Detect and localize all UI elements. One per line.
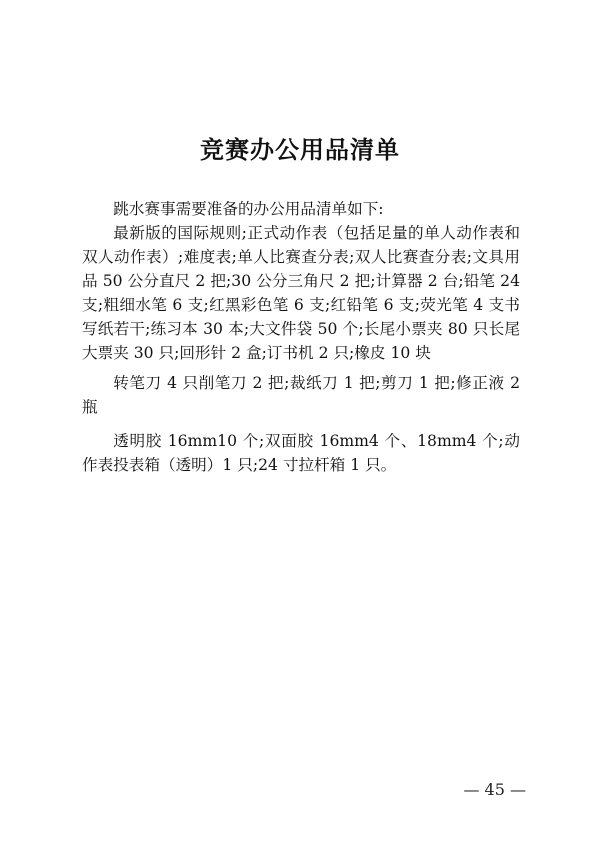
- page-title: 竞赛办公用品清单: [200, 135, 400, 164]
- page-number: — 45 —: [463, 780, 526, 799]
- paragraph-tape-and-boxes: 透明胶 16mm10 个;双面胶 16mm4 个、18mm4 个;动作表投表箱（透明）1 只;24 寸拉杆箱 1 只。: [82, 432, 520, 474]
- paragraph-intro: 跳水赛事需要准备的办公用品清单如下:: [113, 200, 384, 218]
- paragraph-rules-and-stationery: 最新版的国际规则;正式动作表（包括足量的单人动作表和双人动作表）;难度表;单人比赛查分表;双人比赛查分表;文具用品 50 公分直尺 2 把;30 公分三角尺 2 把;计算器 2 台;铅笔 24 支;粗细水笔 6 支;红黑彩色笔 6 支;红铅笔 6 支;荧光笔 4 支书写纸若干;练习本 30 本;大文件袋 50 个;长尾小票夹 80 只长尾大票夹 30 只;回形针 2 盒;订书机 2 只;橡皮 10 块: [82, 224, 520, 362]
- paragraph-cutting-tools: 转笔刀 4 只削笔刀 2 把;裁纸刀 1 把;剪刀 1 把;修正液 2 瓶: [82, 374, 520, 416]
- document-body: [82, 197, 520, 477]
